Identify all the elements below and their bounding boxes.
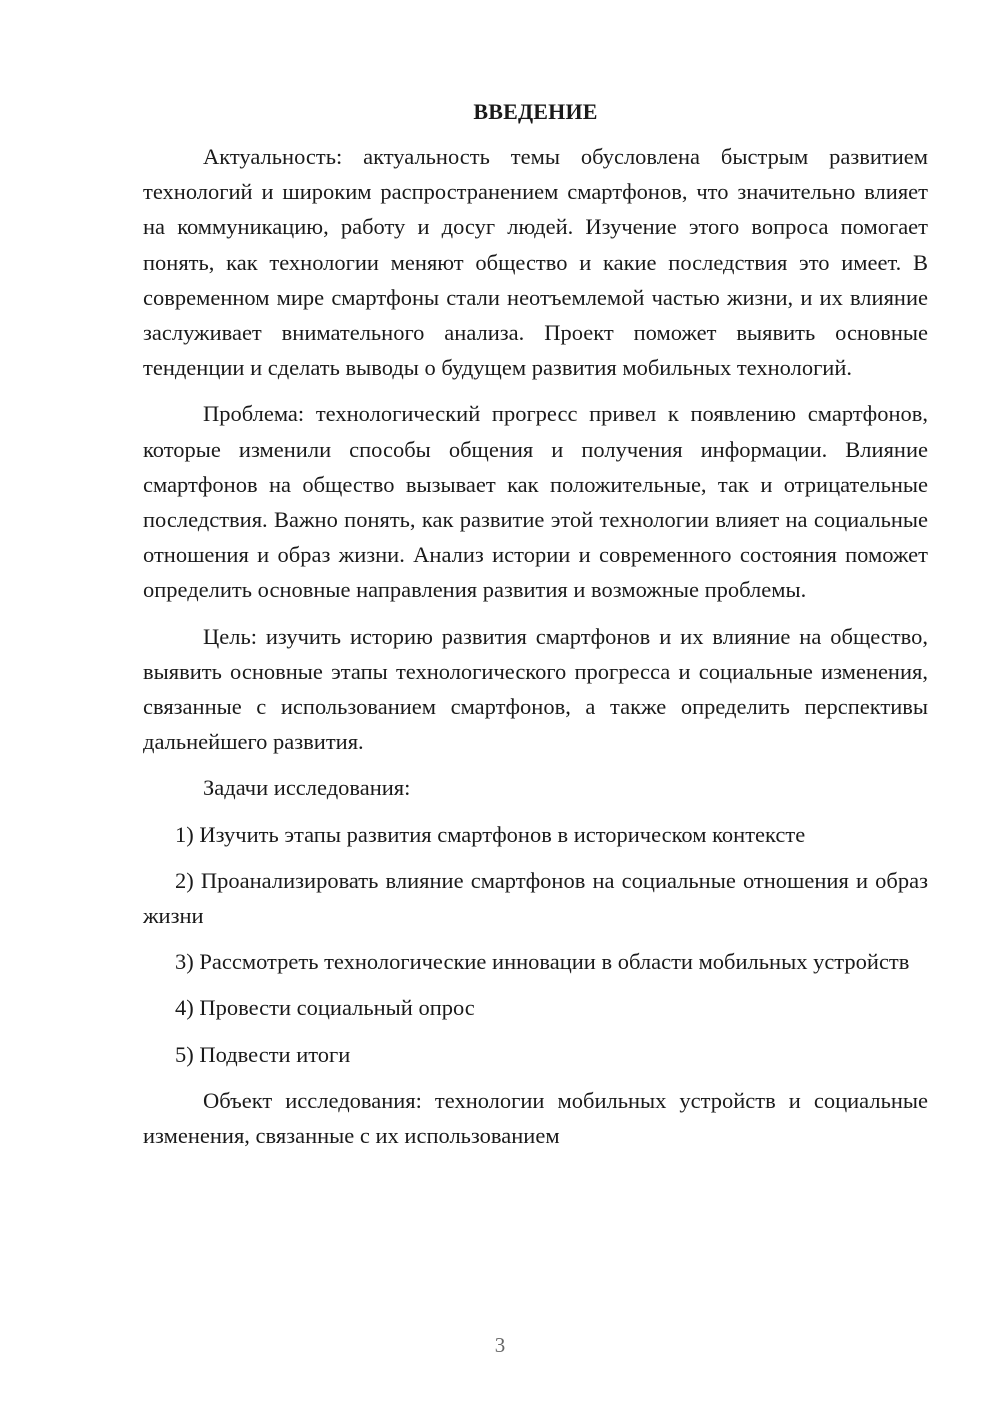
task-item: 4) Провести социальный опрос — [175, 995, 475, 1021]
paragraph-object: Объект исследования: технологии мобильных устройств и социальные изменения, связанные с их использованием — [143, 1087, 928, 1149]
task-item: 3) Рассмотреть технологические инновации в области мобильных устройств — [175, 949, 910, 975]
paragraph-relevance: Актуальность: актуальность темы обусловлена быстрым развитием технологий и широким распространением смартфонов, что значительно влияет на коммуникацию, работу и досуг людей. Изучение этого вопроса помогает понять, как технологии меняют общество и какие последствия это имеет. В современном мире смартфоны стали неотъемлемой частью жизни, и их влияние заслуживает внимательного анализа. Проект поможет выявить основные тенденции и сделать выводы о будущем развития мобильных технологий. — [143, 144, 928, 381]
page-title: ВВЕДЕНИЕ — [473, 99, 598, 124]
paragraph-problem: Проблема: технологический прогресс привел к появлению смартфонов, которые изменили способы общения и получения информации. Влияние смартфонов на общество вызывает как положительные, так и отрицательные последствия. Важно понять, как развитие этой технологии влияет на социальные отношения и образ жизни. Анализ истории и современного состояния поможет определить основные направления развития и возможные проблемы. — [143, 401, 928, 603]
task-item: 5) Подвести итоги — [175, 1041, 351, 1067]
document-page — [143, 94, 928, 1164]
paragraph-goal: Цель: изучить историю развития смартфонов и их влияние на общество, выявить основные этапы технологического прогресса и социальные изменения, связанные с использованием смартфонов, а также определить перспективы дальнейшего развития. — [143, 623, 928, 755]
task-item: 1) Изучить этапы развития смартфонов в историческом контексте — [175, 821, 806, 847]
task-item: 2) Проанализировать влияние смартфонов на социальные отношения и образ жизни — [143, 867, 928, 929]
tasks-heading: Задачи исследования: — [203, 775, 411, 801]
page-number: 3 — [494, 1333, 506, 1357]
